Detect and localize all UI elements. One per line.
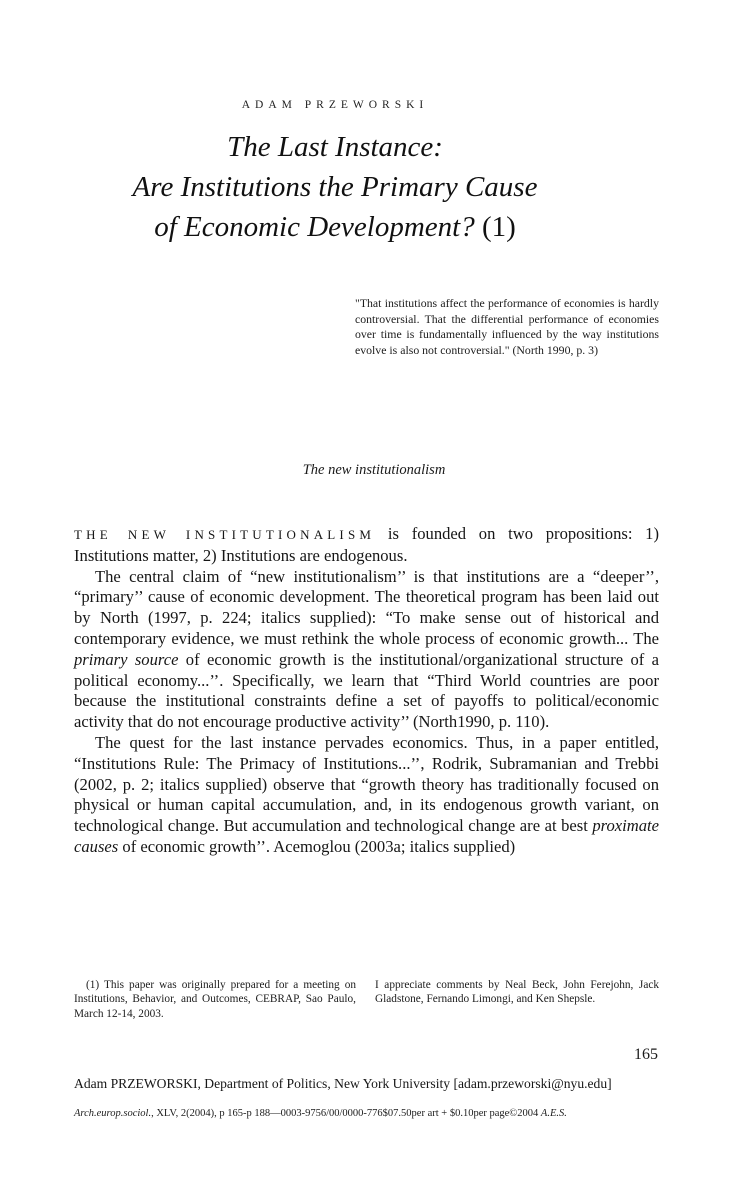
paragraph-2-text-b: of economic growth is the institutional/organizational structure of a political economy...’’. Specifically, we learn that “Third World countries are poor because the institutional constraints define a set of payoffs to political/economic activity that do not encourage productive activity’’ (North1990, p. 110). xyxy=(74,649,659,732)
paragraph-1 xyxy=(74,524,659,567)
footnotes xyxy=(74,978,659,1021)
footnote-1: (1) This paper was originally prepared for a meeting on Institutions, Behavior, and Outcomes, CEBRAP, Sao Paulo, March 12-14, 2003. xyxy=(74,979,356,1020)
journal-citation xyxy=(74,1108,674,1119)
paragraph-3-text-a: The quest for the last instance pervades economics. Thus, in a paper entitled, “Institutions Rule: The Primacy of Institutions...’’, Rodrik, Subramanian and Trebbi (2002, p. 2; italics supplied) observe that “growth theory has traditionally focused on physical or human capital accumulation, and, in its endogenous growth variant, on technological change. But accumulation and technological change are at best xyxy=(74,732,659,836)
footnote-acknowledgements: I appreciate comments by Neal Beck, John Ferejohn, Jack Gladstone, Fernando Limongi, and Ken Shepsle. xyxy=(375,979,659,1006)
paragraph-2 xyxy=(74,567,659,733)
epigraph-quote: "That institutions affect the performance of economies is hardly controversial. That the differential performance of economies over time is fundamentally influenced by the way institutions evolve is also not controversial." (North 1990, p. 3) xyxy=(355,296,659,357)
journal-name: Arch.europ.sociol. xyxy=(74,1108,152,1119)
paragraph-3-text-b: of economic growth’’. Acemoglou (2003a; italics supplied) xyxy=(118,836,516,856)
paragraph-2-text-a: The central claim of “new institutionalism’’ is that institutions are a “deeper’’, “primary’’ cause of economic development. The theoretical program has been laid out by North (1997, p. 224; italics supplied): “To make sense out of historical and contemporary evidence, we must rethink the whole process of economic growth... The xyxy=(74,566,659,648)
section-heading: The new institutionalism xyxy=(302,462,446,478)
paragraph-3-emphasis: proximate causes xyxy=(74,816,659,856)
article-title xyxy=(40,127,630,247)
title-line-2: Are Institutions the Primary Cause xyxy=(132,171,538,203)
page-number: 165 xyxy=(634,1046,658,1063)
body-text xyxy=(74,524,659,858)
paragraph-3 xyxy=(74,733,659,858)
author-affiliation: Adam PRZEWORSKI, Department of Politics, New York University [adam.przeworski@nyu.edu] xyxy=(74,1076,612,1091)
paragraph-2-emphasis: primary source xyxy=(74,649,179,669)
publisher-mark: A.E.S. xyxy=(540,1108,567,1119)
title-line-1: The Last Instance: xyxy=(227,131,443,163)
paragraph-1-lead: THE NEW INSTITUTIONALISM xyxy=(74,527,376,542)
author-name: ADAM PRZEWORSKI xyxy=(241,99,429,111)
title-line-3 xyxy=(40,207,630,247)
paragraph-1-text: is founded on two propositions: 1) Institutions matter, 2) Institutions are endogenous. xyxy=(74,524,659,565)
citation-details: , XLV, 2(2004), p 165-p 188—0003-9756/00/0000-776$07.50per art + $0.10per page©2004 xyxy=(151,1108,541,1119)
title-footnote-marker: (1) xyxy=(481,211,516,243)
title-line-3-text: of Economic Development? xyxy=(154,211,475,243)
